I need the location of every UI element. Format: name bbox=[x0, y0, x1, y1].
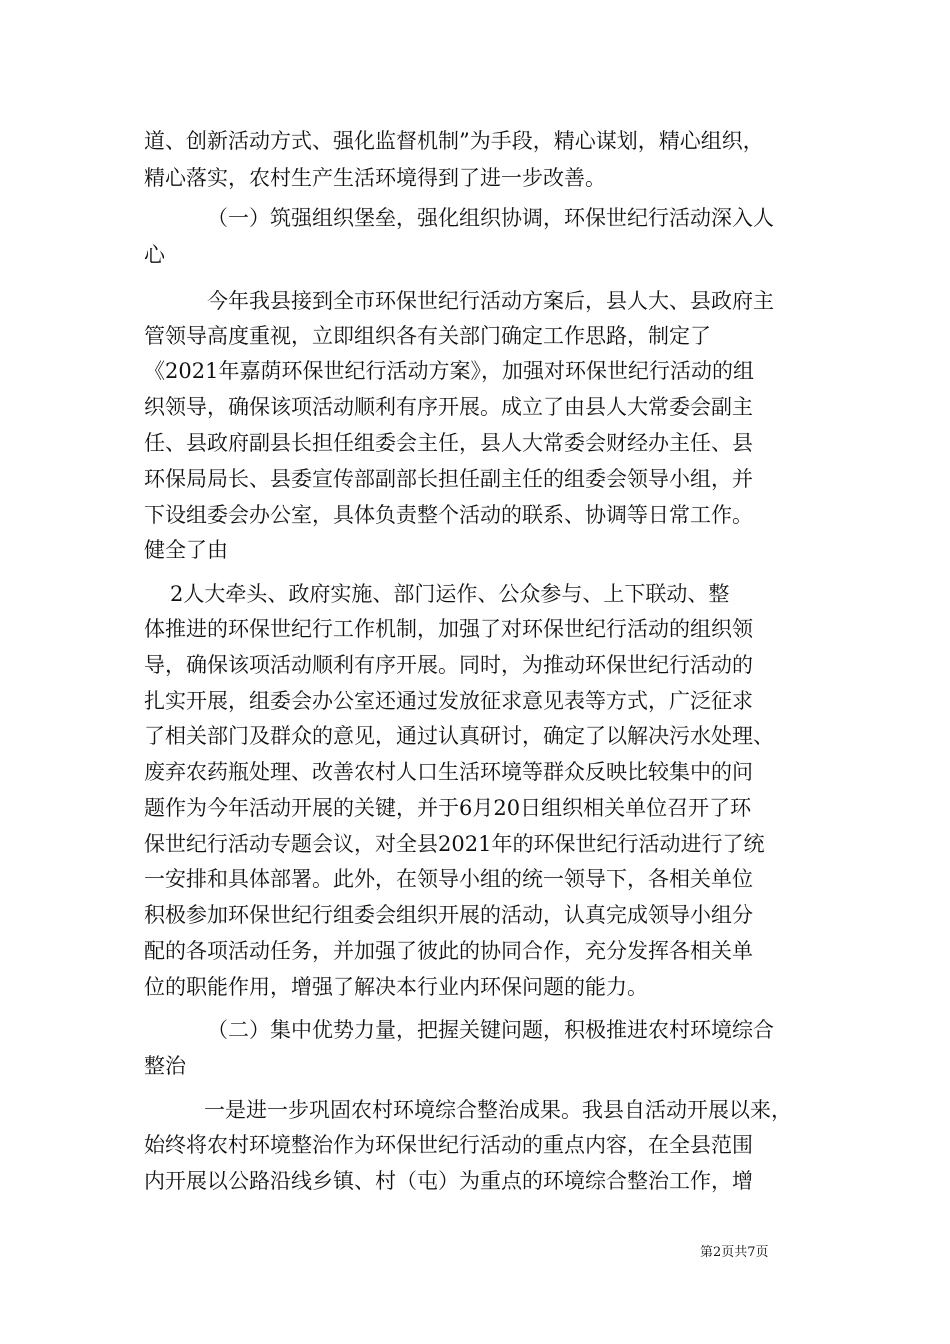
text-line: 题作为今年活动开展的关键，并于6月20日组织相关单位召开了环 bbox=[144, 796, 752, 820]
section-heading-line: 整治 bbox=[144, 1054, 186, 1078]
text-line: 今年我县接到全市环保世纪行活动方案后，县人大、县政府主 bbox=[207, 289, 774, 313]
text-line: 2人大牵头、政府实施、部门运作、公众参与、上下联动、整 bbox=[170, 582, 730, 606]
section-heading-line: （一）筑强组织堡垒，强化组织协调，环保世纪行活动深入人 bbox=[207, 206, 774, 230]
text-line: 废弃农药瓶处理、改善农村人口生活环境等群众反映比较集中的问 bbox=[144, 760, 753, 784]
text-line: 管领导高度重视，立即组织各有关部门确定工作思路，制定了 bbox=[144, 324, 711, 348]
text-line: 内开展以公路沿线乡镇、村（屯）为重点的环境综合整治工作，增 bbox=[144, 1169, 753, 1193]
text-line: 织领导，确保该项活动顺利有序开展。成立了由县人大常委会副主 bbox=[144, 395, 753, 419]
text-line: 精心落实，农村生产生活环境得到了进一步改善。 bbox=[144, 166, 606, 190]
text-line: 道、创新活动方式、强化监督机制”为手段，精心谋划，精心组织， bbox=[144, 129, 764, 153]
text-line: 一安排和具体部署。此外，在领导小组的统一领导下，各相关单位 bbox=[144, 867, 753, 891]
text-line: 保世纪行活动专题会议，对全县2021年的环保世纪行活动进行了统 bbox=[144, 832, 765, 856]
text-line: 积极参加环保世纪行组委会组织开展的活动，认真完成领导小组分 bbox=[144, 903, 753, 927]
text-line: 体推进的环保世纪行工作机制，加强了对环保世纪行活动的组织领 bbox=[144, 617, 753, 641]
text-line: 扎实开展，组委会办公室还通过发放征求意见表等方式，广泛征求 bbox=[144, 689, 753, 713]
text-line: 健全了由 bbox=[144, 538, 228, 562]
page-number-footer: 第2页共7页 bbox=[700, 1245, 769, 1260]
text-line: 任、县政府副县长担任组委会主任，县人大常委会财经办主任、县 bbox=[144, 431, 753, 455]
text-line: 《2021年嘉荫环保世纪行活动方案》，加强对环保世纪行活动的组 bbox=[144, 359, 754, 383]
text-line: 了相关部门及群众的意见，通过认真研讨，确定了以解决污水处理、 bbox=[144, 724, 774, 748]
section-heading-line: 心 bbox=[144, 243, 165, 267]
text-line: 配的各项活动任务，并加强了彼此的协同合作，充分发挥各相关单 bbox=[144, 939, 753, 963]
text-line: 一是进一步巩固农村环境综合整治成果。我县自活动开展以来， bbox=[204, 1098, 792, 1122]
section-heading-line: （二）集中优势力量，把握关键问题，积极推进农村环境综合 bbox=[207, 1018, 774, 1042]
text-line: 下设组委会办公室，具体负责整个活动的联系、协调等日常工作。 bbox=[144, 503, 753, 527]
text-line: 导，确保该项活动顺利有序开展。同时，为推动环保世纪行活动的 bbox=[144, 653, 753, 677]
text-line: 始终将农村环境整治作为环保世纪行活动的重点内容，在全县范围 bbox=[144, 1133, 753, 1157]
text-line: 位的职能作用，增强了解决本行业内环保问题的能力。 bbox=[144, 975, 648, 999]
text-line: 环保局局长、县委宣传部副部长担任副主任的组委会领导小组，并 bbox=[144, 467, 753, 491]
